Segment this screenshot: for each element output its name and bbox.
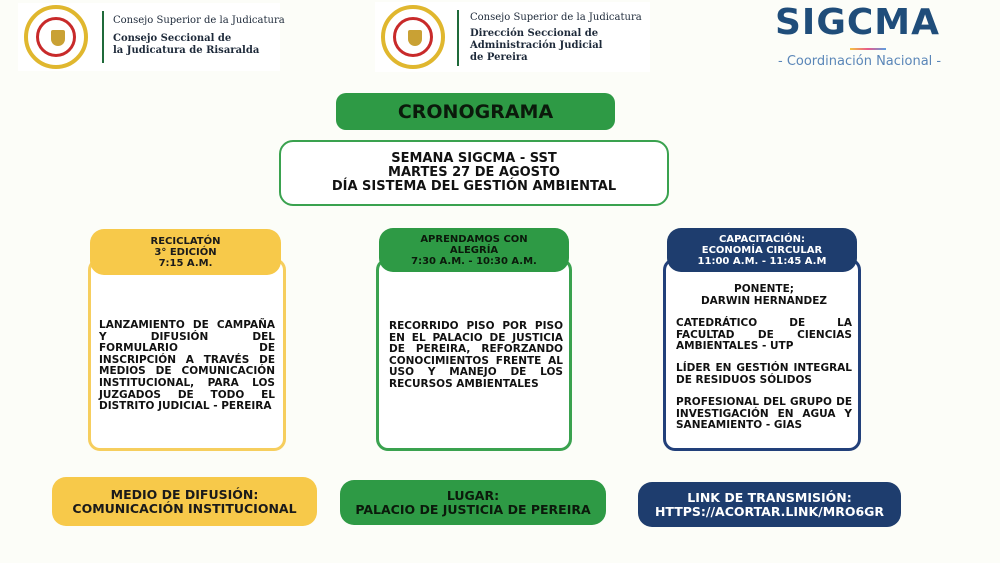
logo-consejo-seccional-risaralda [18,3,285,71]
footer-place-label: LUGAR: [446,487,500,503]
event-week: SEMANA SIGCMA - SST [391,151,557,166]
logo-divider [457,10,459,66]
logo-divider [102,11,104,63]
colombia-coat-of-arms-icon [381,5,445,69]
activity-name: CAPACITACIÓN: [718,233,805,245]
org-name-line: Administración Judicial [470,40,603,51]
activity-edition: 3° EDICIÓN [154,246,217,258]
event-info-box [279,140,669,206]
brand-color-bar [850,48,886,50]
activity-topic: ECONOMÍA CIRCULAR [701,244,823,256]
page-title-text: CRONOGRAMA [397,100,554,123]
org-name-line: Consejo Seccional de [113,33,232,44]
footer-link-url[interactable]: HTTPS://ACORTAR.LINK/MRO6GR [654,503,885,519]
org-top-line: Consejo Superior de la Judicatura [113,15,285,26]
activity-description: LANZAMIENTO DE CAMPAÑA Y DIFUSIÓN DEL FORMULARIO DE INSCRIPCIÓN A TRAVÉS DE MEDIOS DE COMUNICACIÓN INSTITUCIONAL, PARA LOS JUZGADOS DE TODO EL DISTRITO JUDICIAL - PEREIRA [99,319,275,413]
activity-time: 7:30 A.M. - 10:30 A.M. [411,255,537,267]
speaker-label: PONENTE; [734,283,794,295]
event-theme: DÍA SISTEMA DEL GESTIÓN AMBIENTAL [331,179,617,194]
footer-media-value: COMUNICACIÓN INSTITUCIONAL [72,500,297,516]
brand-name: SIGCMA [775,2,940,43]
footer-media-label: MEDIO DE DIFUSIÓN: [110,486,259,502]
footer-place-value: PALACIO DE JUSTICIA DE PEREIRA [355,501,591,517]
footer-place [340,480,606,525]
page-title [336,93,615,130]
activity-header-aprendamos [379,228,569,272]
activity-time: 7:15 A.M. [158,257,213,269]
org-name-line: de Pereira [470,52,528,63]
org-name-line: la Judicatura de Risaralda [113,45,260,56]
org-top-line: Consejo Superior de la Judicatura [470,12,642,23]
footer-media [52,477,317,526]
activity-time: 11:00 A.M. - 11:45 A.M [697,255,827,267]
sigcma-logo [770,2,970,72]
logo-direccion-seccional-pereira [375,2,650,72]
colombia-coat-of-arms-icon [24,5,88,69]
activity-name: APRENDAMOS CON [420,233,528,245]
activity-name-cont: ALEGRÍA [449,244,499,256]
activity-description: RECORRIDO PISO POR PISO EN EL PALACIO DE JUSTICIA DE PEREIRA, REFORZANDO CONOCIMIENTOS FRENTE AL USO Y MANEJO DE LOS RECURSOS AMBIENTALES [389,320,563,390]
footer-stream-link[interactable] [638,482,901,527]
event-date: MARTES 27 DE AGOSTO [388,165,560,180]
speaker-credential: PROFESIONAL DEL GRUPO DE INVESTIGACIÓN EN AGUA Y SANEAMIENTO - GIAS [676,396,852,432]
speaker-credential: CATEDRÁTICO DE LA FACULTAD DE CIENCIAS AMBIENTALES - UTP [676,317,852,353]
activity-header-capacitacion [667,228,857,272]
speaker-name: DARWIN HERNANDEZ [700,295,828,307]
speaker-credential: LÍDER EN GESTIÓN INTEGRAL DE RESIDUOS SÓLIDOS [676,362,852,386]
footer-link-label: LINK DE TRANSMISIÓN: [687,489,852,505]
activity-header-reciclaton [90,229,281,275]
activity-name: RECICLATÓN [150,235,221,247]
org-name-line: Dirección Seccional de [470,28,599,39]
brand-subtitle: - Coordinación Nacional - [778,54,942,69]
